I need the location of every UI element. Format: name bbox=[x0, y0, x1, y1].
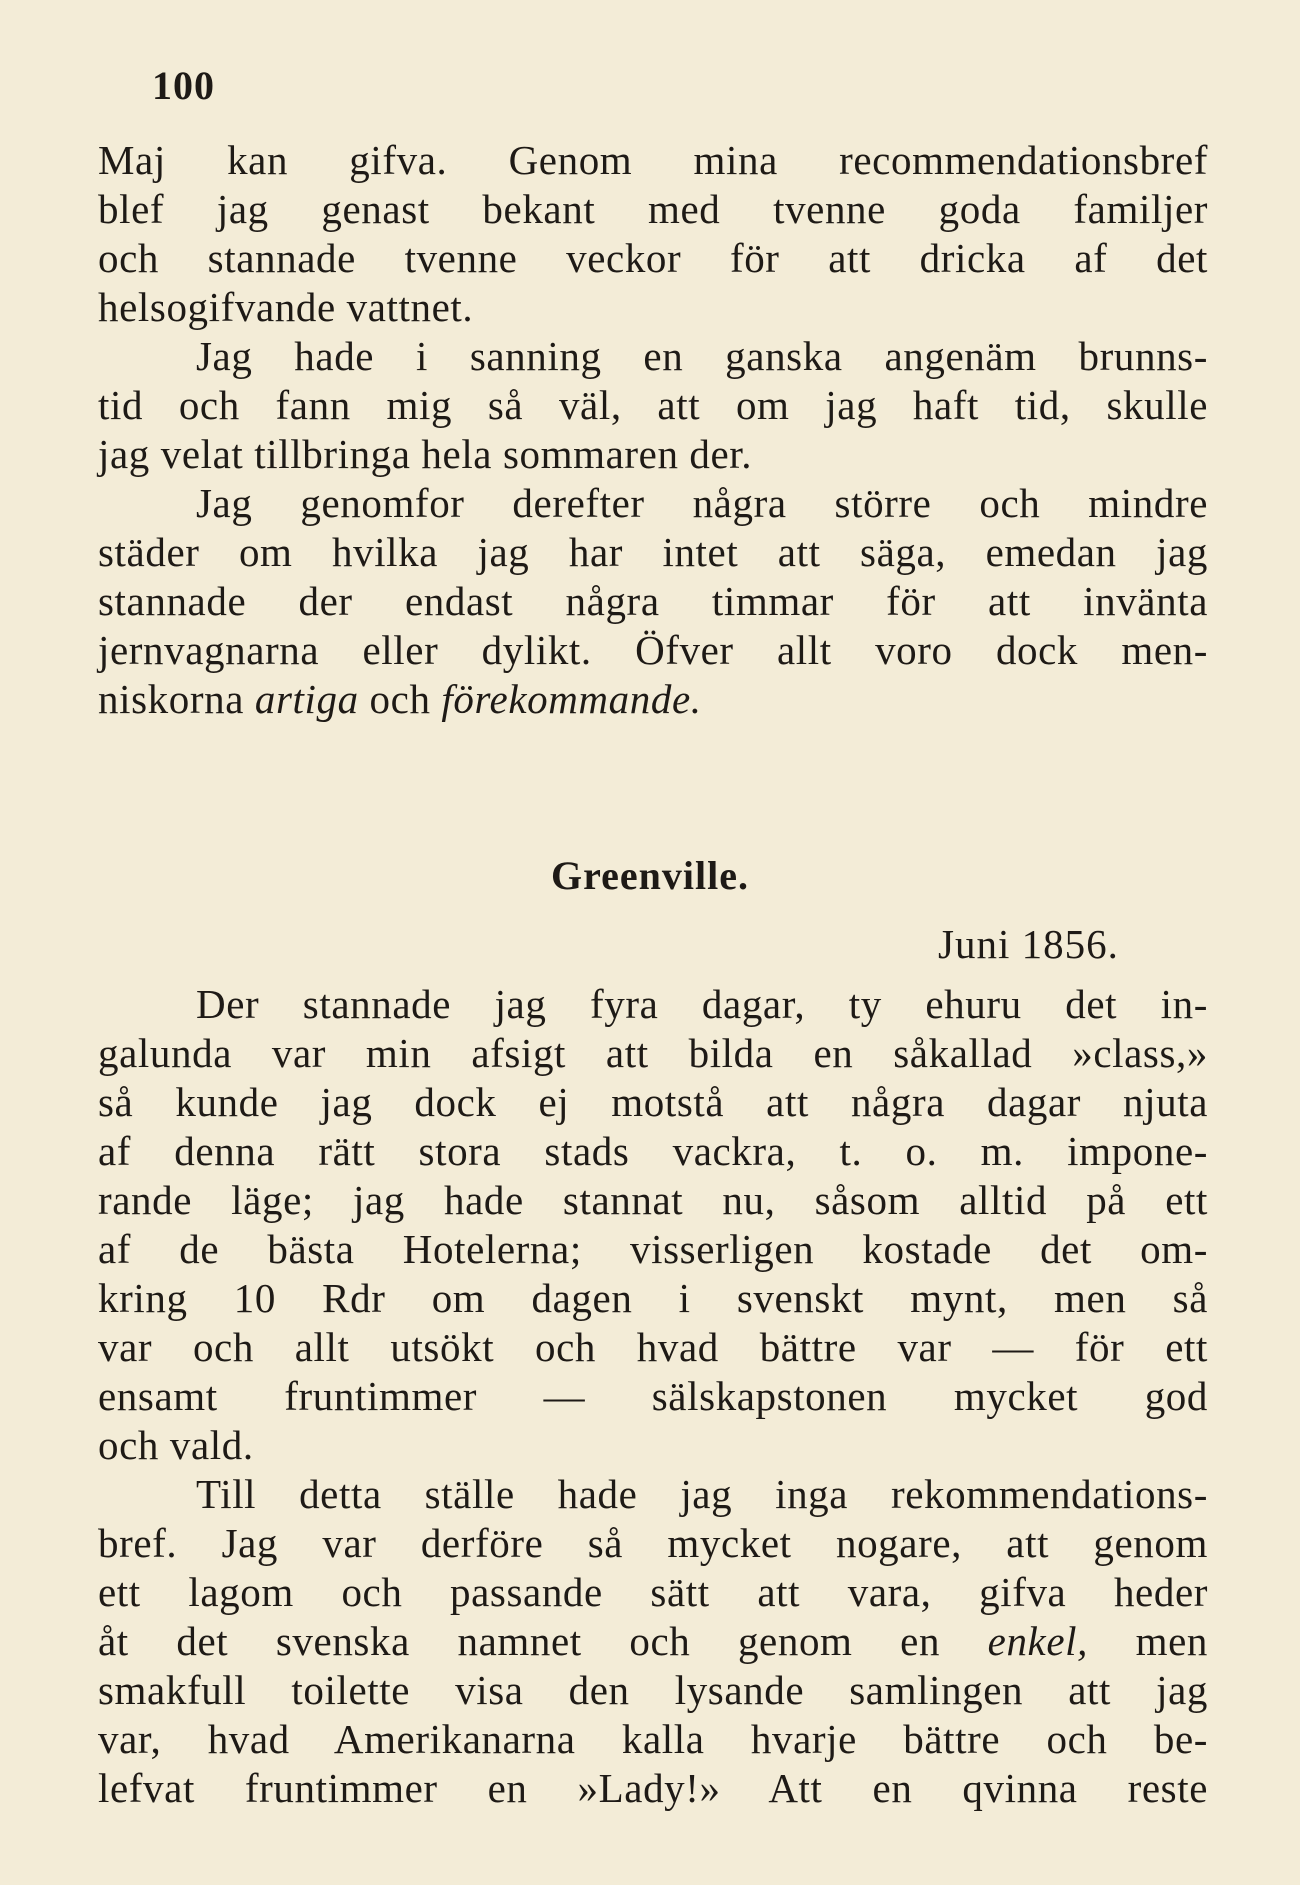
text-line: var, hvad Amerikanarna kalla hvarje bättre och be- bbox=[98, 1716, 1208, 1762]
text-line: lefvat fruntimmer en »Lady!» Att en qvinna reste bbox=[98, 1765, 1208, 1811]
text-run: och bbox=[358, 676, 442, 722]
text-line: blef jag genast bekant med tvenne goda familjer bbox=[98, 186, 1208, 232]
text-line: var och allt utsökt och hvad bättre var — för ett bbox=[98, 1324, 1208, 1370]
text-line: jernvagnarna eller dylikt. Öfver allt voro dock men- bbox=[98, 627, 1208, 673]
dateline: Juni 1856. bbox=[938, 921, 1119, 967]
text-line: rande läge; jag hade stannat nu, såsom alltid på ett bbox=[98, 1177, 1208, 1223]
text-line: af de bästa Hotelerna; visserligen kostade det om- bbox=[98, 1226, 1208, 1272]
page-number: 100 bbox=[152, 63, 215, 108]
text-line: så kunde jag dock ej motstå att några dagar njuta bbox=[98, 1079, 1208, 1125]
paragraph-block-intro bbox=[98, 136, 1208, 724]
text-line: Till detta ställe hade jag inga rekommendations- bbox=[196, 1471, 1208, 1517]
text-line: smakfull toilette visa den lysande samlingen att jag bbox=[98, 1667, 1208, 1713]
italic-word: förekommande. bbox=[441, 676, 702, 722]
text-line bbox=[98, 675, 1208, 724]
text-line: ensamt fruntimmer — sälskapstonen mycket god bbox=[98, 1373, 1208, 1419]
text-line: stannade der endast några timmar för att invänta bbox=[98, 578, 1208, 624]
text-line: jag velat tillbringa hela sommaren der. bbox=[98, 431, 753, 477]
text-line: Jag hade i sanning en ganska angenäm brunns- bbox=[196, 333, 1208, 379]
text-line: ett lagom och passande sätt att vara, gifva heder bbox=[98, 1569, 1208, 1615]
text-line: Der stannade jag fyra dagar, ty ehuru det in- bbox=[196, 981, 1208, 1027]
text-line: Maj kan gifva. Genom mina recommendationsbref bbox=[98, 137, 1208, 183]
paragraph-block-greenville bbox=[98, 980, 1208, 1813]
text-line: galunda var min afsigt att bilda en såkallad »class,» bbox=[98, 1030, 1208, 1076]
italic-word: enkel, bbox=[987, 1618, 1088, 1664]
text-line: bref. Jag var derföre så mycket nogare, att genom bbox=[98, 1520, 1208, 1566]
text-line: städer om hvilka jag har intet att säga, emedan jag bbox=[98, 529, 1208, 575]
text-line: Jag genomfor derefter några större och mindre bbox=[196, 480, 1208, 526]
text-line: af denna rätt stora stads vackra, t. o. m. impone- bbox=[98, 1128, 1208, 1174]
text-line: kring 10 Rdr om dagen i svenskt mynt, men så bbox=[98, 1275, 1208, 1321]
text-run: åt det svenska namnet och genom en bbox=[98, 1618, 988, 1664]
text-line: helsogifvande vattnet. bbox=[98, 284, 474, 330]
section-heading: Greenville. bbox=[551, 853, 749, 898]
text-line bbox=[98, 1617, 1208, 1666]
text-run: niskorna bbox=[98, 676, 255, 722]
text-line: och vald. bbox=[98, 1422, 254, 1468]
text-line: tid och fann mig så väl, att om jag haft tid, skulle bbox=[98, 382, 1208, 428]
text-line: och stannade tvenne veckor för att dricka af det bbox=[98, 235, 1208, 281]
italic-word: artiga bbox=[254, 676, 359, 722]
text-run: men bbox=[1088, 1618, 1208, 1664]
